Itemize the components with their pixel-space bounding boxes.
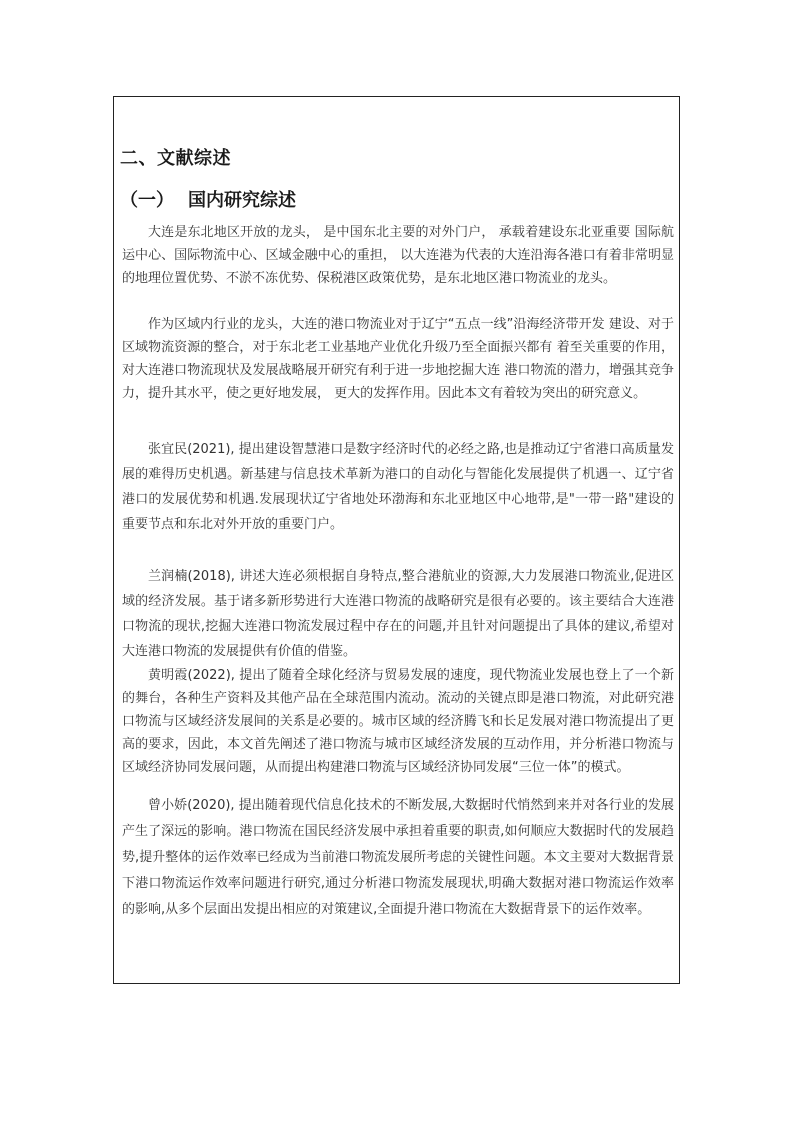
subsection-title: 国内研究综述	[188, 190, 296, 211]
subsection-heading	[120, 188, 296, 214]
paragraph-zhang-2021: 张宜民(2021), 提出建设智慧港口是数字经济时代的必经之路,也是推动辽宁省港口高质量发展的难得历史机遇。新基建与信息技术革新为港口的自动化与智能化发展提供了机遇一、辽宁省港口的发展优势和机遇.发展现状辽宁省地处环渤海和东北亚地区中心地带,是"一带一路"建设的重要节点和东北对外开放的重要门户。	[122, 442, 674, 532]
subsection-number: （一）	[120, 190, 174, 211]
paragraph-huang-2022: 黄明霞(2022), 提出了随着全球化经济与贸易发展的速度，现代物流业发展也登上了一个新的舞台，各种生产资料及其他产品在全球范围内流动。流动的关键点即是港口物流，对此研究港口物流与区域经济发展间的关系是必要的。城市区域的经济腾飞和长足发展对港口物流提出了更高的要求，因此，本文首先阐述了港口物流与城市区域经济发展的互动作用，并分析港口物流与区域经济协同发展问题，从而提出构建港口物流与区域经济协同发展“三位一体”的模式。	[122, 668, 674, 775]
paragraph-dalian-overview: 大连是东北地区开放的龙头， 是中国东北主要的对外门户， 承载着建设东北亚重要 国际航运中心、国际物流中心、区域金融中心的重担， 以大连港为代表的大连沿海各港口有着非常明显的地理位置优势、不淤不冻优势、保税港区政策优势，是东北地区港口物流业的龙头。	[122, 225, 674, 286]
paragraph-research-significance: 作为区域内行业的龙头，大连的港口物流业对于辽宁“五点一线”沿海经济带开发 建设、对于区域物流资源的整合，对于东北老工业基地产业优化升级乃至全面振兴都有 着至关重要的作用，对大连港口物流现状及发展战略展开研究有利于进一步地挖掘大连 港口物流的潜力，增强其竞争力，提升其水平，使之更好地发展， 更大的发挥作用。因此本文有着较为突出的研究意义。	[122, 317, 674, 401]
section-heading: 二、文献综述	[120, 148, 231, 169]
paragraph-zeng-2020: 曾小娇(2020), 提出随着现代信息化技术的不断发展,大数据时代悄然到来并对各行业的发展产生了深远的影响。港口物流在国民经济发展中承担着重要的职责,如何顺应大数据时代的发展趋势,提升整体的运作效率已经成为当前港口物流发展所考虑的关键性问题。本文主要对大数据背景下港口物流运作效率问题进行研究,通过分析港口物流发展现状,明确大数据对港口物流运作效率的影响,从多个层面出发提出相应的对策建议,全面提升港口物流在大数据背景下的运作效率。	[122, 798, 674, 917]
paragraph-lan-2018: 兰润楠(2018), 讲述大连必须根据自身特点,整合港航业的资源,大力发展港口物流业,促进区域的经济发展。基于诸多新形势进行大连港口物流的战略研究是很有必要的。该主要结合大连港口物流的现状,挖掘大连港口物流发展过程中存在的问题,并且针对问题提出了具体的建议,希望对大连港口物流的发展提供有价值的借鉴。	[122, 569, 674, 659]
